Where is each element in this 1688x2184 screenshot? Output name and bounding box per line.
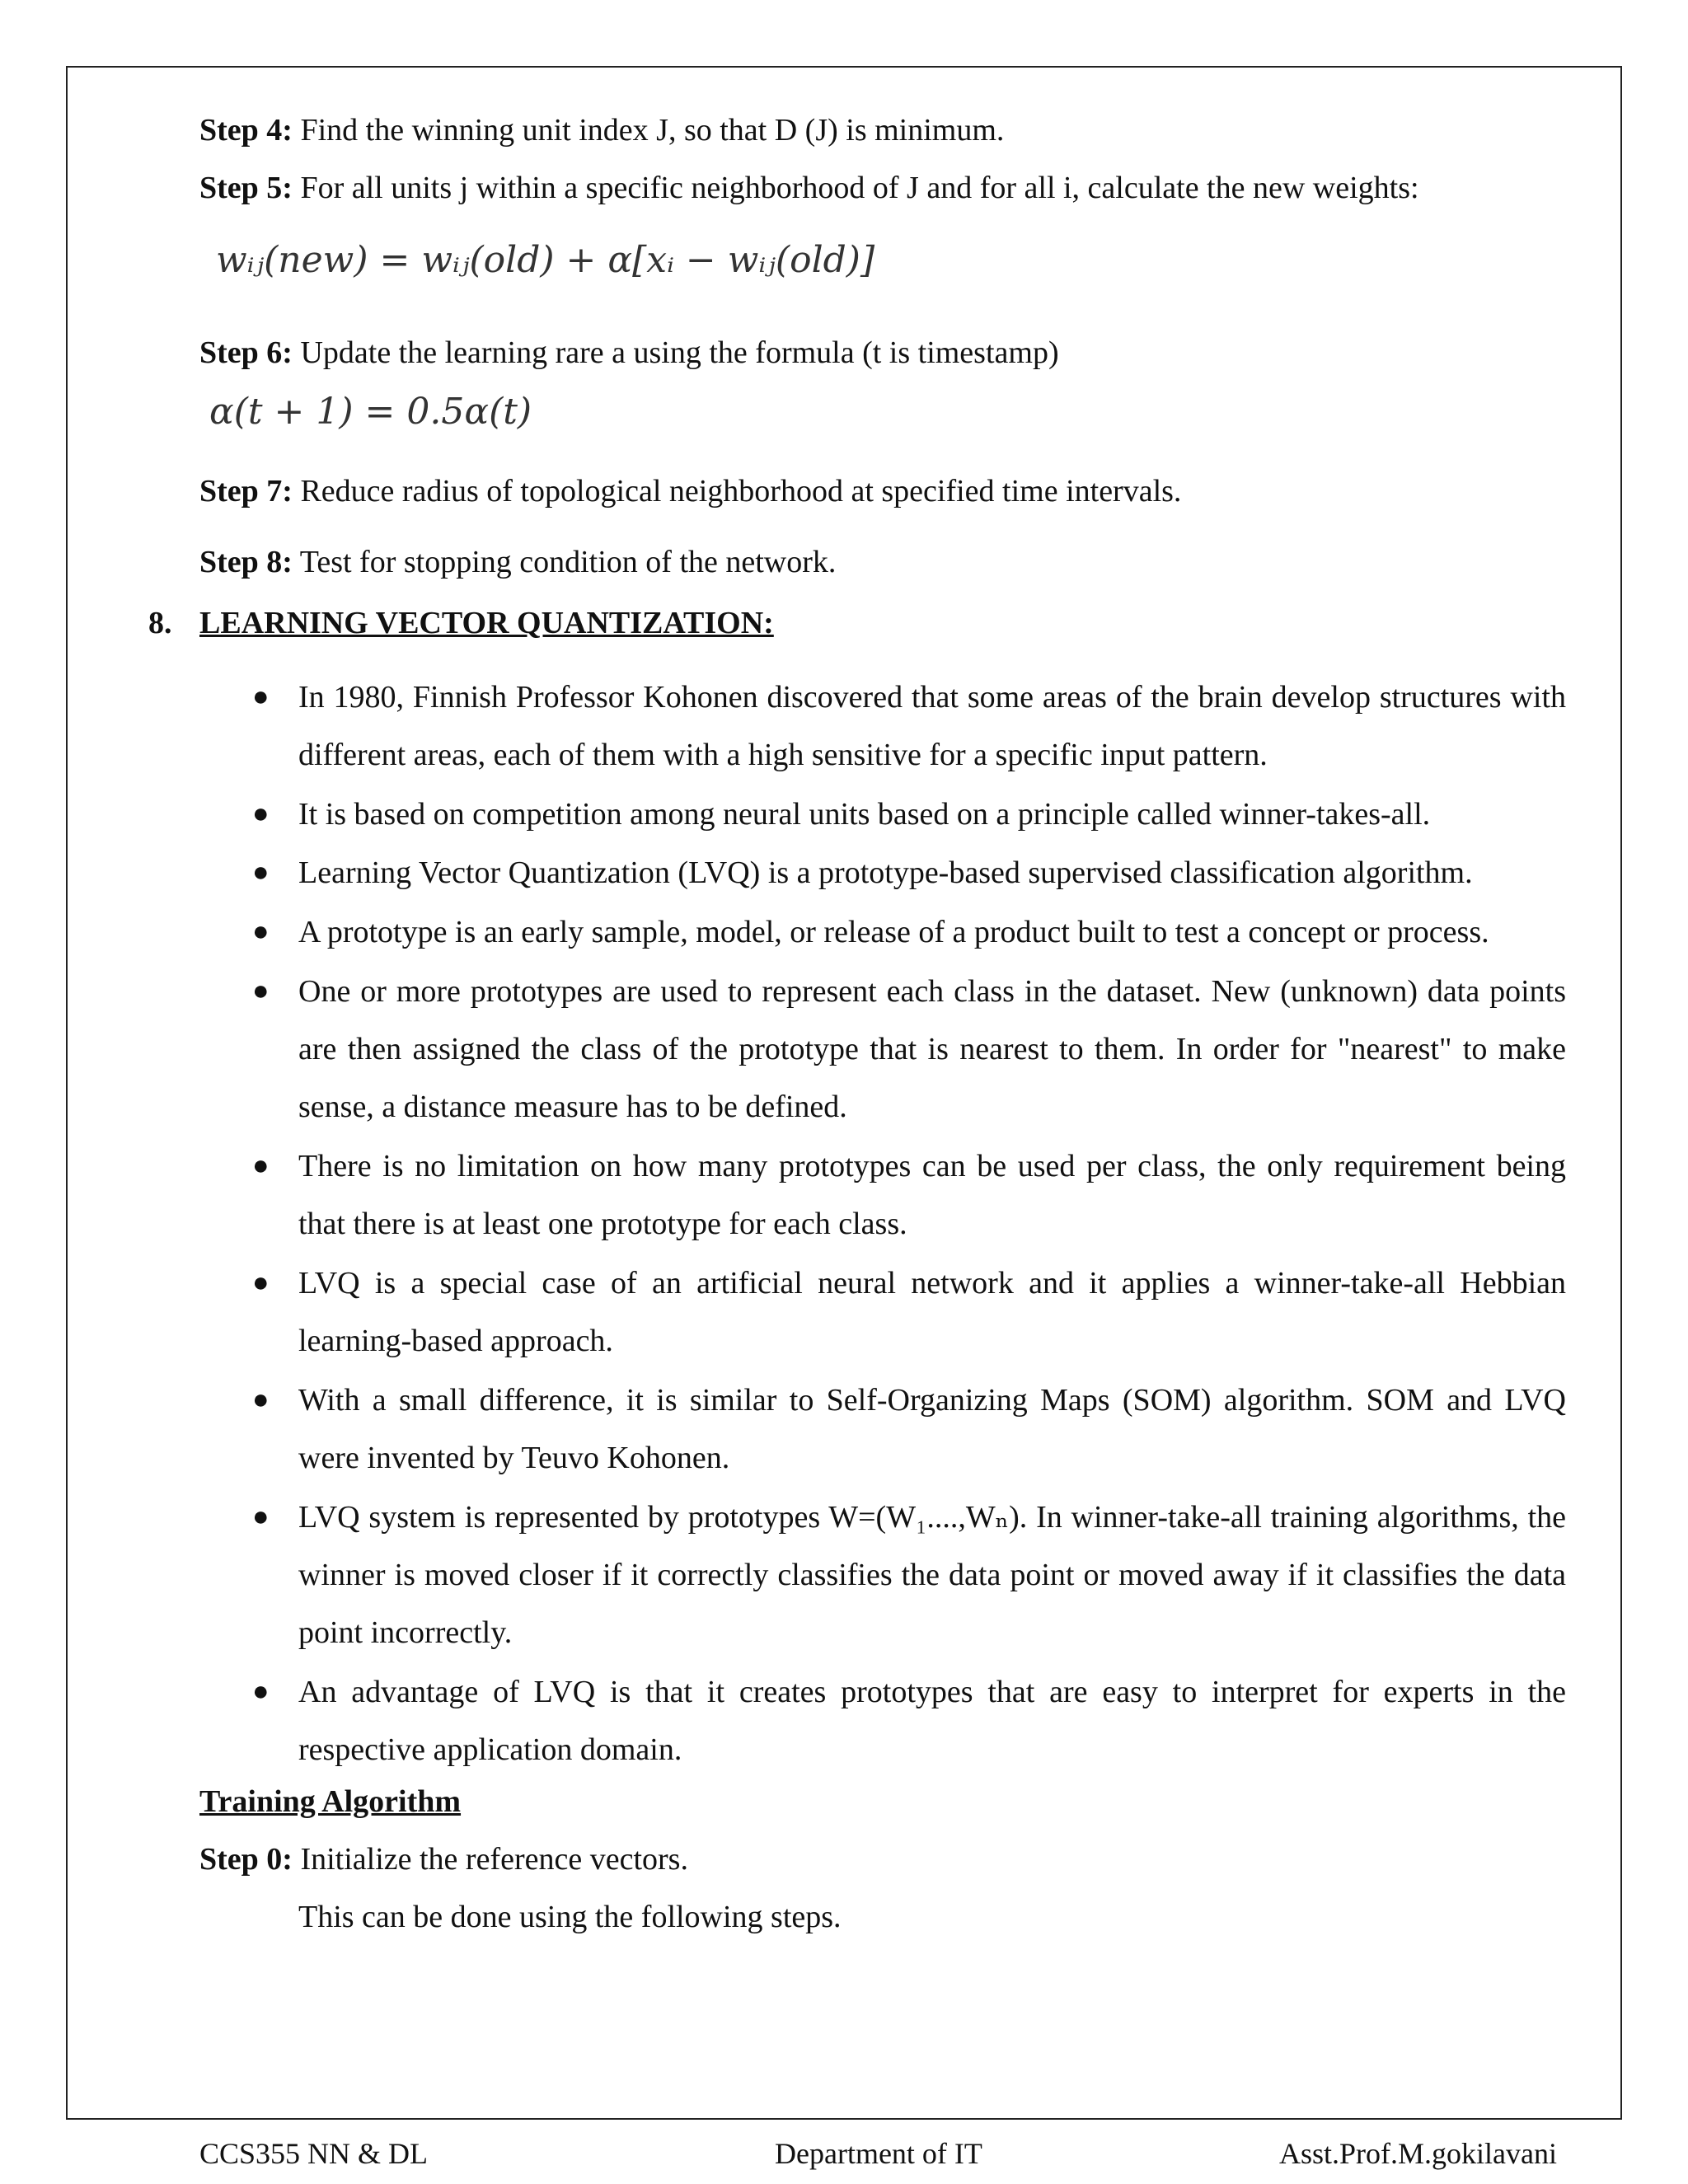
list-item: ● There is no limitation on how many prototypes can be used per class, the only requirement being that there is at least one prototype for each class.: [298, 1137, 1566, 1253]
bullet-icon: ●: [252, 682, 270, 712]
step-0: Step 0: Initialize the reference vectors.: [199, 1842, 688, 1877]
bullet-icon: ●: [252, 1502, 270, 1532]
bullet-icon: ●: [252, 916, 270, 947]
step-6: Step 6: Update the learning rare a using the formula (t is timestamp): [199, 335, 1059, 370]
step-8: Step 8: Test for stopping condition of the network.: [199, 545, 837, 579]
section-number: 8.: [148, 606, 172, 640]
list-item: ● It is based on competition among neural units based on a principle called winner-takes-all.: [298, 785, 1566, 843]
list-item: ● LVQ system is represented by prototypes W=(W₁....,Wₙ). In winner-take-all training algorithms, the winner is moved closer if it correctly classifies the data point or moved away if it classifies the data point incorrectly.: [298, 1488, 1566, 1661]
section-title: LEARNING VECTOR QUANTIZATION:: [199, 606, 774, 640]
footer-course: CCS355 NN & DL: [199, 2137, 429, 2170]
section-heading: [148, 602, 774, 644]
learning-rate-formula: α(t + 1) = 0.5α(t): [209, 391, 532, 433]
weight-update-formula: wᵢⱼ(new) = wᵢⱼ(old) + α[xᵢ − wᵢⱼ(old)]: [216, 239, 875, 281]
footer-author: Asst.Prof.M.gokilavani: [1279, 2137, 1557, 2170]
footer-department: Department of IT: [775, 2137, 982, 2170]
list-item: ● A prototype is an early sample, model, or release of a product built to test a concept or process.: [298, 903, 1566, 961]
bullet-icon: ●: [252, 857, 270, 888]
list-item: ● With a small difference, it is similar to Self-Organizing Maps (SOM) algorithm. SOM and LVQ were invented by Teuvo Kohonen.: [298, 1371, 1566, 1487]
list-item: ● One or more prototypes are used to represent each class in the dataset. New (unknown) data points are then assigned the class of the prototype that is nearest to them. In order for "nearest" to make sense, a distance measure has to be defined.: [298, 963, 1566, 1136]
bullet-icon: ●: [252, 799, 270, 829]
step-7: Step 7: Reduce radius of topological neighborhood at specified time intervals.: [199, 474, 1182, 509]
step-5: Step 5: For all units j within a specific neighborhood of J and for all i, calculate the new weights:: [199, 171, 1419, 205]
list-item: ● An advantage of LVQ is that it creates prototypes that are easy to interpret for experts in the respective application domain.: [298, 1663, 1566, 1779]
bullet-icon: ●: [252, 1151, 270, 1181]
step-4: Step 4: Find the winning unit index J, so that D (J) is minimum.: [199, 113, 1005, 148]
step-0-note: This can be done using the following steps.: [298, 1900, 842, 1934]
bullet-icon: ●: [252, 1385, 270, 1415]
bullet-icon: ●: [252, 1268, 270, 1298]
training-algorithm-heading: Training Algorithm: [199, 1784, 462, 1819]
bullet-icon: ●: [252, 976, 270, 1006]
list-item: ● LVQ is a special case of an artificial neural network and it applies a winner-take-all Hebbian learning-based approach.: [298, 1254, 1566, 1370]
list-item: ● Learning Vector Quantization (LVQ) is a prototype-based supervised classification algorithm.: [298, 844, 1566, 902]
list-item: ● In 1980, Finnish Professor Kohonen discovered that some areas of the brain develop structures with different areas, each of them with a high sensitive for a specific input pattern.: [298, 668, 1566, 784]
bullet-icon: ●: [252, 1676, 270, 1707]
